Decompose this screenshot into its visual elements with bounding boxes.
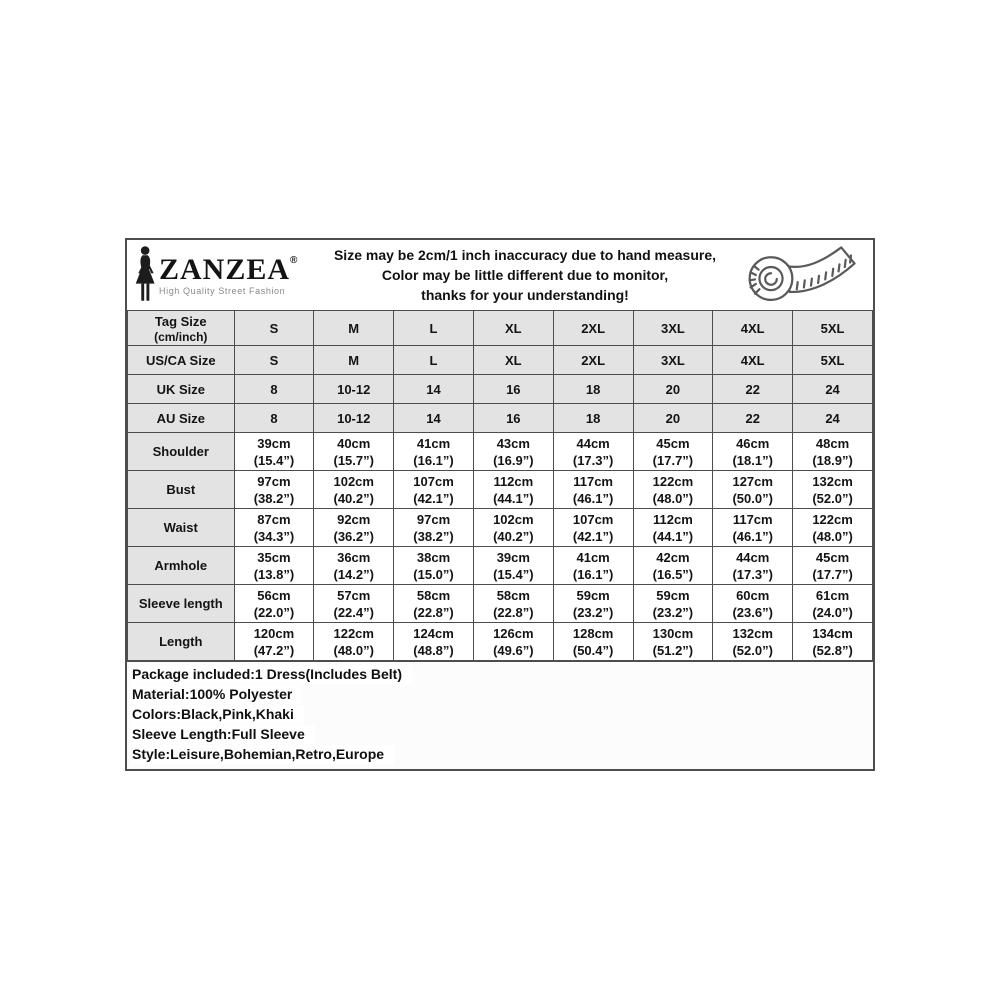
measurement-cm: 87cm — [257, 511, 291, 527]
measurement-inch: (46.1”) — [732, 528, 773, 544]
measurement-cm: 41cm — [416, 435, 451, 451]
measurement-label: Armhole — [128, 547, 235, 585]
row-label-text: US/CA Size — [145, 352, 216, 368]
measurement-cell — [553, 433, 633, 471]
measurement-cm: 102cm — [333, 473, 374, 489]
measurement-cell — [473, 471, 553, 509]
measurement-inch: (16.1”) — [572, 566, 614, 582]
measurement-cell — [553, 623, 633, 661]
measurement-cm: 60cm — [736, 587, 770, 603]
measurement-inch: (52.8”) — [812, 642, 853, 658]
size-cell: 3XL — [633, 311, 713, 346]
measurement-inch: (36.2”) — [333, 528, 374, 544]
measurement-cm: 107cm — [572, 511, 614, 527]
size-cell: 24 — [793, 375, 873, 404]
measurement-cm: 117cm — [573, 473, 613, 489]
measurement-cell — [234, 547, 314, 585]
measurement-inch: (48.0”) — [812, 528, 853, 544]
size-cell: 10-12 — [314, 404, 394, 433]
measurement-cell — [793, 509, 873, 547]
measurement-cm: 44cm — [736, 549, 770, 565]
measurement-cm: 134cm — [812, 625, 853, 641]
measurement-inch: (15.4”) — [253, 452, 295, 468]
measurement-cell — [394, 509, 474, 547]
brand-text-block — [159, 252, 298, 296]
measurement-cell — [234, 623, 314, 661]
measurement-cell — [793, 471, 873, 509]
row-label — [128, 375, 235, 404]
row-sublabel-text: (cm/inch) — [154, 329, 208, 344]
measurement-cell — [553, 509, 633, 547]
measurement-inch: (38.2”) — [253, 490, 295, 506]
woman-silhouette-icon — [133, 245, 159, 305]
measurement-cm: 124cm — [413, 625, 454, 641]
size-cell: 24 — [793, 404, 873, 433]
product-info-line: Style:Leisure,Bohemian,Retro,Europe — [130, 745, 394, 764]
brand-logo — [127, 245, 317, 305]
measurement-cm: 39cm — [257, 435, 291, 451]
measurement-cell — [713, 509, 793, 547]
measurement-cell — [314, 433, 394, 471]
size-row — [128, 311, 873, 346]
measurement-cm: 41cm — [576, 549, 610, 565]
measurement-inch: (44.1”) — [652, 528, 694, 544]
size-cell: XL — [473, 311, 553, 346]
measurement-cm: 48cm — [815, 435, 850, 451]
row-label — [128, 311, 235, 346]
measurement-cell — [473, 585, 553, 623]
measurement-row — [128, 623, 873, 661]
measurement-inch: (48.0”) — [333, 642, 374, 658]
brand-tagline: High Quality Street Fashion — [159, 285, 286, 296]
size-row — [128, 346, 873, 375]
measurement-cm: 102cm — [493, 511, 534, 527]
measurement-inch: (51.2”) — [652, 642, 694, 658]
measurement-inch: (15.7”) — [333, 452, 374, 468]
measurement-cell — [713, 433, 793, 471]
size-cell: 18 — [553, 404, 633, 433]
size-cell: M — [314, 311, 394, 346]
measurement-inch: (16.9”) — [493, 452, 534, 468]
measurement-inch: (18.1”) — [732, 452, 773, 468]
measurement-inch: (40.2”) — [333, 490, 374, 506]
measurement-cm: 45cm — [656, 435, 690, 451]
measurement-inch: (50.4”) — [572, 642, 614, 658]
measurement-cm: 59cm — [576, 587, 610, 603]
row-label-text: UK Size — [156, 381, 205, 397]
size-cell: 2XL — [553, 311, 633, 346]
measurement-inch: (13.8”) — [253, 566, 295, 582]
measurement-label: Bust — [128, 471, 235, 509]
measurement-inch: (52.0”) — [732, 642, 773, 658]
size-cell: L — [394, 311, 474, 346]
row-label — [128, 346, 235, 375]
notice-line: Size may be 2cm/1 inch inaccuracy due to hand measure, — [333, 247, 717, 263]
size-chart — [125, 238, 875, 771]
measurement-label: Sleeve length — [128, 585, 235, 623]
measurement-cm: 36cm — [337, 549, 371, 565]
measurement-inch: (22.4”) — [333, 604, 374, 620]
measurement-inch: (23.2”) — [652, 604, 694, 620]
size-cell: 18 — [553, 375, 633, 404]
size-cell: S — [234, 346, 314, 375]
size-cell: 20 — [633, 404, 713, 433]
measurement-cm: 58cm — [496, 587, 530, 603]
measurement-inch: (22.0”) — [253, 604, 295, 620]
measurement-cell — [793, 433, 873, 471]
size-chart-table — [127, 310, 873, 661]
measurement-cell — [713, 547, 793, 585]
product-info-line: Package included:1 Dress(Includes Belt) — [130, 665, 412, 684]
measurement-cm: 107cm — [413, 473, 454, 489]
measurement-cell — [553, 585, 633, 623]
measurement-cm: 120cm — [253, 625, 295, 641]
measurement-cell — [793, 585, 873, 623]
measurement-cm: 42cm — [656, 549, 690, 565]
size-cell: 20 — [633, 375, 713, 404]
size-cell: 3XL — [633, 346, 713, 375]
measurement-cell — [234, 471, 314, 509]
product-info-line: Sleeve Length:Full Sleeve — [130, 725, 315, 744]
row-label-text: Tag Size — [154, 313, 207, 329]
measurement-cell — [314, 471, 394, 509]
measurement-cell — [473, 509, 553, 547]
measurement-cm: 35cm — [257, 549, 291, 565]
measurement-cell — [793, 547, 873, 585]
size-row — [128, 404, 873, 433]
measurement-label: Shoulder — [128, 433, 235, 471]
measurement-cell — [713, 585, 793, 623]
measurement-cell — [633, 623, 713, 661]
measurement-inch: (17.7”) — [812, 566, 853, 582]
measurement-cm: 92cm — [337, 511, 371, 527]
notice-line: thanks for your understanding! — [421, 287, 629, 303]
measurement-cell — [314, 623, 394, 661]
measurement-row — [128, 547, 873, 585]
measurement-cell — [793, 623, 873, 661]
measurement-inch: (17.3”) — [732, 566, 773, 582]
measurement-inch: (22.8”) — [413, 604, 454, 620]
measurement-inch: (16.1”) — [413, 452, 454, 468]
chart-header — [127, 240, 873, 310]
measurement-cm: 61cm — [815, 587, 850, 603]
measurement-cm: 117cm — [732, 511, 773, 527]
measurement-cell — [713, 623, 793, 661]
measurement-cell — [394, 433, 474, 471]
measurement-inch: (40.2”) — [493, 528, 534, 544]
size-cell: XL — [473, 346, 553, 375]
measurement-cm: 128cm — [572, 625, 614, 641]
measurement-cm: 39cm — [496, 549, 530, 565]
measurement-inch: (18.9”) — [812, 452, 853, 468]
measurement-cell — [473, 547, 553, 585]
measurement-cm: 130cm — [652, 625, 694, 641]
measurement-inch: (52.0”) — [812, 490, 853, 506]
measurement-cell — [394, 547, 474, 585]
measurement-cm: 58cm — [416, 587, 451, 603]
measurement-cell — [314, 509, 394, 547]
measurement-cell — [234, 509, 314, 547]
measurement-cm: 57cm — [337, 587, 371, 603]
measurement-inch: (49.6”) — [493, 642, 534, 658]
measurement-row — [128, 509, 873, 547]
measurement-inch: (42.1”) — [572, 528, 614, 544]
measurement-inch: (34.3”) — [253, 528, 295, 544]
size-cell: 14 — [394, 404, 474, 433]
measurement-cm: 122cm — [812, 511, 853, 527]
size-cell: 16 — [473, 375, 553, 404]
measurement-inch: (17.7”) — [652, 452, 694, 468]
measurement-inch: (38.2”) — [413, 528, 454, 544]
measurement-cm: 43cm — [496, 435, 530, 451]
size-cell: M — [314, 346, 394, 375]
size-cell: 16 — [473, 404, 553, 433]
measurement-label: Length — [128, 623, 235, 661]
brand-name: ZANZEA — [159, 252, 291, 286]
measurement-inch: (44.1”) — [493, 490, 534, 506]
measurement-cell — [394, 623, 474, 661]
measurement-cm: 112cm — [493, 473, 534, 489]
measurement-cm: 132cm — [732, 625, 773, 641]
size-cell: 10-12 — [314, 375, 394, 404]
measuring-tape-icon — [733, 243, 873, 307]
measurement-row — [128, 433, 873, 471]
measure-notice — [317, 245, 733, 305]
size-cell: S — [234, 311, 314, 346]
size-cell: 5XL — [793, 311, 873, 346]
product-info-line: Colors:Black,Pink,Khaki — [130, 705, 304, 724]
measurement-cell — [314, 585, 394, 623]
size-cell: L — [394, 346, 474, 375]
measurement-cell — [633, 547, 713, 585]
measurement-cm: 97cm — [416, 511, 451, 527]
size-cell: 14 — [394, 375, 474, 404]
measurement-cm: 38cm — [416, 549, 451, 565]
measurement-cell — [633, 509, 713, 547]
measurement-inch: (50.0”) — [732, 490, 773, 506]
measurement-cm: 56cm — [257, 587, 291, 603]
measurement-cm: 127cm — [732, 473, 773, 489]
measurement-cm: 40cm — [337, 435, 371, 451]
measurement-cm: 122cm — [652, 473, 694, 489]
measurement-cell — [234, 585, 314, 623]
measurement-inch: (23.2”) — [572, 604, 614, 620]
size-cell: 5XL — [793, 346, 873, 375]
measurement-row — [128, 471, 873, 509]
size-cell: 8 — [234, 404, 314, 433]
measurement-inch: (47.2”) — [253, 642, 295, 658]
measurement-inch: (48.0”) — [652, 490, 694, 506]
measurement-row — [128, 585, 873, 623]
measurement-cm: 59cm — [656, 587, 690, 603]
size-cell: 4XL — [713, 311, 793, 346]
measurement-cell — [394, 471, 474, 509]
measurement-cm: 46cm — [736, 435, 770, 451]
measurement-inch: (46.1”) — [572, 490, 614, 506]
measurement-inch: (17.3”) — [572, 452, 614, 468]
measurement-cm: 132cm — [812, 473, 853, 489]
measurement-cell — [234, 433, 314, 471]
size-cell: 4XL — [713, 346, 793, 375]
size-cell: 22 — [713, 404, 793, 433]
registered-trademark-icon: ® — [290, 254, 298, 266]
measurement-cm: 112cm — [653, 511, 693, 527]
size-cell: 2XL — [553, 346, 633, 375]
size-cell: 8 — [234, 375, 314, 404]
measurement-cell — [473, 433, 553, 471]
measurement-inch: (24.0”) — [812, 604, 853, 620]
measurement-cell — [394, 585, 474, 623]
measurement-cell — [553, 471, 633, 509]
notice-line: Color may be little different due to monitor, — [381, 267, 669, 283]
measurement-cell — [314, 547, 394, 585]
measurement-cell — [473, 623, 553, 661]
measurement-cell — [553, 547, 633, 585]
measurement-inch: (42.1”) — [413, 490, 454, 506]
measurement-cell — [633, 471, 713, 509]
measurement-inch: (16.5”) — [652, 566, 694, 582]
measurement-cm: 97cm — [257, 473, 291, 489]
measurement-cm: 126cm — [493, 625, 534, 641]
measurement-inch: (15.0”) — [413, 566, 454, 582]
measurement-inch: (22.8”) — [493, 604, 534, 620]
measurement-inch: (14.2”) — [333, 566, 374, 582]
measurement-cell — [633, 585, 713, 623]
measurement-cell — [713, 471, 793, 509]
row-label-text: AU Size — [156, 410, 205, 426]
measurement-cm: 45cm — [815, 549, 850, 565]
product-info — [127, 661, 873, 769]
measurement-inch: (15.4”) — [493, 566, 534, 582]
row-label — [128, 404, 235, 433]
measurement-inch: (48.8”) — [413, 642, 454, 658]
size-row — [128, 375, 873, 404]
size-cell: 22 — [713, 375, 793, 404]
measurement-inch: (23.6”) — [732, 604, 773, 620]
product-info-line: Material:100% Polyester — [130, 685, 302, 704]
measurement-cm: 44cm — [576, 435, 610, 451]
measurement-cell — [633, 433, 713, 471]
measurement-cm: 122cm — [333, 625, 374, 641]
measurement-label: Waist — [128, 509, 235, 547]
